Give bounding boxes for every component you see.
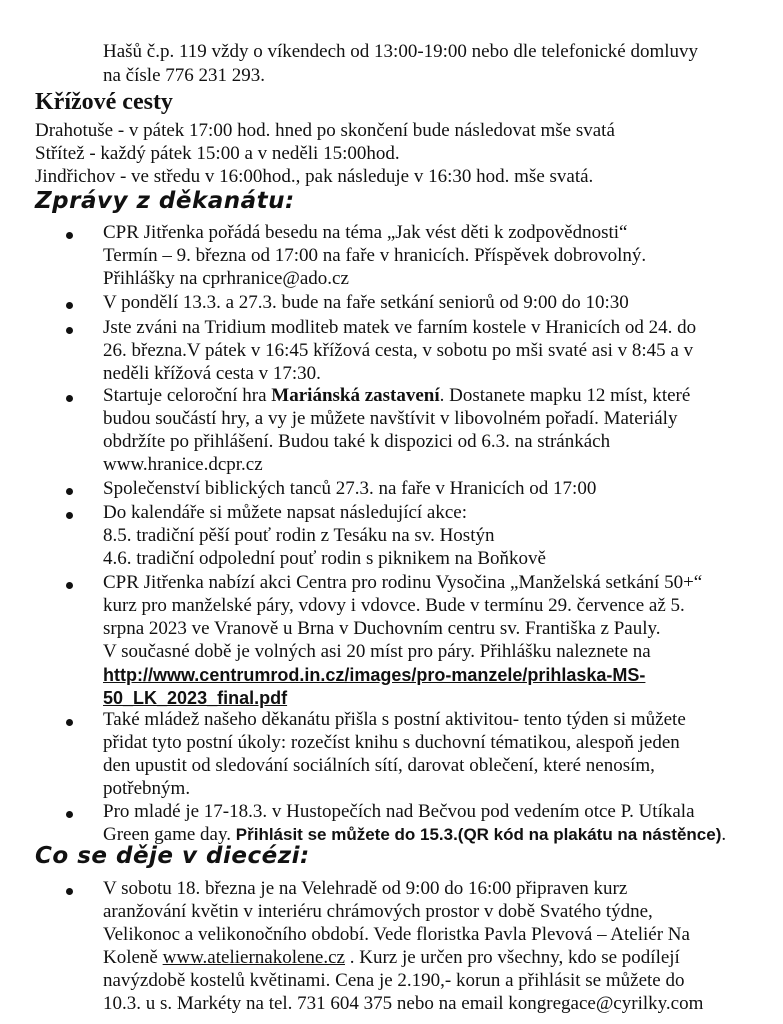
list-item-text: aranžování květin v interiéru chrámových prostor v době Svatého týdne, [103,901,653,922]
list-item-text: potřebným. [103,778,191,799]
bullet-icon [66,719,73,726]
list-item-text: 10.3. u s. Markéty na tel. 731 604 375 nebo na email kongregace@cyrilky.com [103,993,704,1014]
list-item-text: navýzdobě kostelů květinami. Cena je 2.190,- korun a přihlásit se můžete do [103,970,685,991]
list-item-text: Jste zváni na Tridium modliteb matek ve farním kostele v Hranicích od 24. do [103,317,697,338]
list-item-text: obdržíte po přihlášení. Budou také k dispozici od 6.3. na stránkách [103,431,611,452]
bullet-icon [66,395,73,402]
registration-link[interactable]: http://www.centrumrod.in.cz/images/pro-manzele/prihlaska-MS- [103,665,646,685]
list-item-text: CPR Jitřenka pořádá besedu na téma „Jak vést děti k zodpovědnosti“ [103,222,628,243]
list-item-text: 26. března.V pátek v 16:45 křížová cesta, v sobotu po mši svaté asi v 8:45 a v [103,340,694,361]
item-text: Green game day. [103,824,236,845]
list-item-text: Termín – 9. března od 17:00 na faře v hranicích. Příspěvek dobrovolný. [103,245,647,266]
list-item-text: 4.6. tradiční odpolední pouť rodin s piknikem na Boňkově [103,548,546,569]
list-item-text: V pondělí 13.3. a 27.3. bude na faře setkání seniorů od 9:00 do 10:30 [103,292,629,313]
game-name: Mariánská zastavení [271,385,440,406]
list-item-text: den upustit od sledování sociálních sítí, darovat oblečení, které nenosím, [103,755,655,776]
schedule-line: Jindřichov - ve středu v 16:00hod., pak následuje v 16:30 hod. mše svatá. [35,166,594,187]
list-item-text: srpna 2023 ve Vranově u Brna v Duchovním centru sv. Františka z Pauly. [103,618,661,639]
registration-link[interactable]: 50_LK_2023_final.pdf [103,688,288,708]
list-item-text: Do kalendáře si můžete napsat následující akce: [103,502,468,523]
section-heading-diecezi: Co se děje v diecézi: [35,843,310,869]
bullet-icon [66,488,73,495]
list-item-text: V současné době je volných asi 20 míst pro páry. Přihlášku naleznete na [103,641,651,662]
item-text: . Kurz je určen pro všechny, kdo se podílejí [344,947,680,968]
item-text: Startuje celoroční hra [103,385,272,406]
atelier-link[interactable]: www.ateliernakolene.cz [162,947,345,968]
list-item-text: CPR Jitřenka nabízí akci Centra pro rodinu Vysočina „Manželská setkání 50+“ [103,572,703,593]
list-item-text: přidat tyto postní úkoly: rozečíst knihu s duchovní tématikou, alespoň jeden [103,732,680,753]
intro-line: Hašů č.p. 119 vždy o víkendech od 13:00-19:00 nebo dle telefonické domluvy [103,41,699,62]
bullet-icon [66,232,73,239]
list-item-text: Také mládež našeho děkanátu přišla s postní aktivitou- tento týden si můžete [103,709,686,730]
bullet-icon [66,512,73,519]
list-item-text: Přihlášky na cprhranice@ado.cz [103,268,349,289]
list-item-text: Pro mladé je 17-18.3. v Hustopečích nad Bečvou pod vedením otce P. Utíkala [103,801,695,822]
bullet-icon [66,888,73,895]
list-item-text: 8.5. tradiční pěší pouť rodin z Tesáku na sv. Hostýn [103,525,495,546]
schedule-line: Drahotuše - v pátek 17:00 hod. hned po skončení bude následovat mše svatá [35,120,615,141]
list-item-text: kurz pro manželské páry, vdovy i vdovce. Bude v termínu 29. července až 5. [103,595,685,616]
list-item-text: neděli křížová cesta v 17:30. [103,363,321,384]
item-text: Koleně [103,947,163,968]
schedule-line: Střítež - každý pátek 15:00 a v neděli 15:00hod. [35,143,400,164]
list-item-text [103,384,690,408]
section-heading-krizove-cesty: Křížové cesty [35,89,173,115]
bullet-icon [66,582,73,589]
bullet-icon [66,811,73,818]
list-item-text [103,946,680,970]
bullet-icon [66,302,73,309]
list-item-text: Velikonoc a velikonočního období. Vede floristka Pavla Plevová – Ateliér Na [103,924,690,945]
list-item-text: Společenství biblických tanců 27.3. na faře v Hranicích od 17:00 [103,478,597,499]
registration-note: Přihlásit se můžete do 15.3.(QR kód na plakátu na nástěnce) [235,825,722,844]
item-text: . [721,824,727,845]
list-item-text: budou součástí hry, a vy je můžete navštívit v libovolném pořadí. Materiály [103,408,678,429]
intro-line: na čísle 776 231 293. [103,65,266,86]
section-heading-dekanat: Zprávy z děkanátu: [35,188,295,214]
item-text: . Dostanete mapku 12 míst, které [439,385,691,406]
bullet-icon [66,327,73,334]
list-item-text: V sobotu 18. března je na Velehradě od 9:00 do 16:00 připraven kurz [103,878,628,899]
list-item-text: www.hranice.dcpr.cz [103,454,263,475]
